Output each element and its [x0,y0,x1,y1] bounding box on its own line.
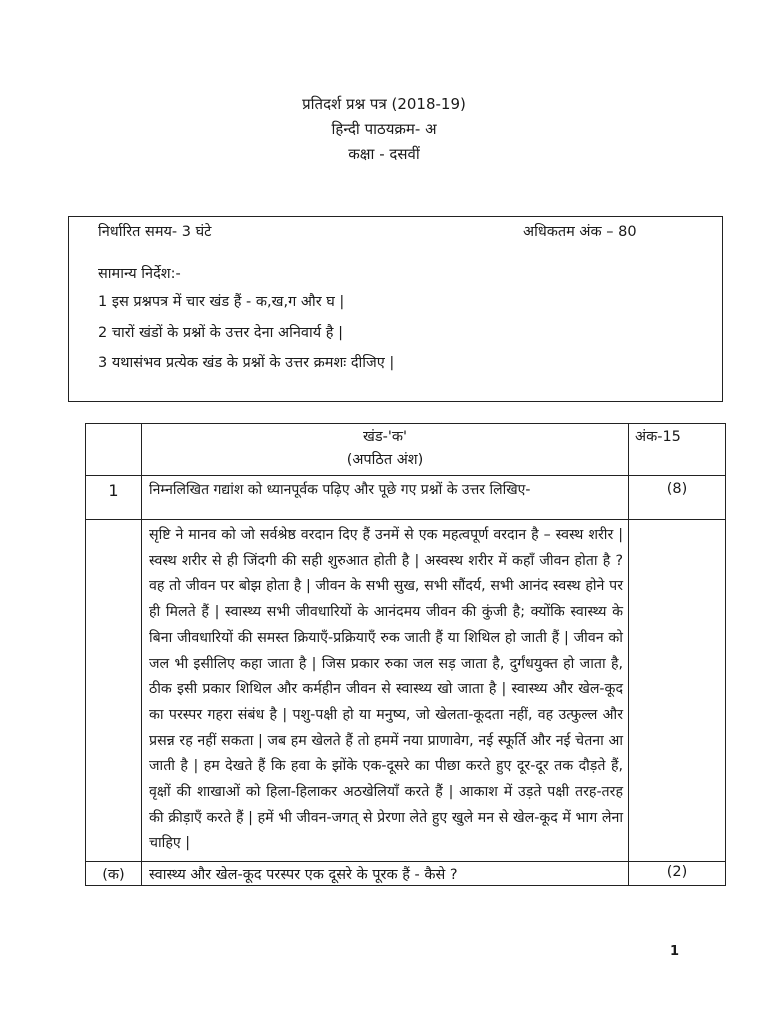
section-title: खंड-'क' [363,429,407,445]
question-text: निम्नलिखित गद्यांश को ध्यानपूर्वक पढ़िए और पूछे गए प्रश्नों के उत्तर लिखिए- [142,476,629,520]
empty-cell [629,520,726,862]
instruction-item: 1 इस प्रश्नपत्र में चार खंड हैं - क,ख,ग और घ | [98,294,345,310]
instruction-item: 3 यथासंभव प्रत्येक खंड के प्रश्नों के उत्तर क्रमशः दीजिए | [98,355,395,371]
question-marks: (8) [629,476,726,520]
paper-header [0,92,768,167]
question-number: 1 [86,476,142,520]
question-row [86,476,726,520]
instruction-item: 2 चारों खंडों के प्रश्नों के उत्तर देना अनिवार्य है | [98,325,343,341]
subquestion-marks: (2) [629,862,726,886]
instructions-box [68,216,723,402]
passage-cell [142,520,629,862]
subquestion-label: (क) [86,862,142,886]
instructions-title: सामान्य निर्देश:- [98,266,181,282]
subquestion-row [86,862,726,886]
max-marks: अधिकतम अंक – 80 [523,224,637,240]
empty-cell [86,520,142,862]
class-line: कक्षा - दसवीं [348,145,420,163]
page-number: 1 [670,944,680,959]
section-subtitle: (अपठित अंश) [346,452,424,468]
section-header-row [86,424,726,476]
section-heading-cell [142,424,629,476]
subquestion-text: स्वास्थ्य और खेल-कूद परस्पर एक दूसरे के पूरक हैं - कैसे ? [142,862,629,886]
section-ka-table [85,423,726,886]
time-allowed: निर्धारित समय- 3 घंटे [98,224,212,240]
passage-text: सृष्टि ने मानव को जो सर्वश्रेष्ठ वरदान दिए हैं उनमें से एक महत्वपूर्ण वरदान है – स्वस्थ शरीर | स्वस्थ शरीर से ही जिंदगी की सही शुरुआत होती है | अस्वस्थ शरीर में कहाँ जीवन होता है ? वह तो जीवन पर बोझ होता है | जीवन के सभी सुख, सभी सौंदर्य, सभी आनंद स्वस्थ होने पर ही मिलते हैं | स्वास्थ्य सभी जीवधारियों के आनंदमय जीवन की कुंजी है; क्योंकि स्वास्थ्य के बिना जीवधारियों की समस्त क्रियाएँ-प्रक्रियाएँ रुक जाती हैं या शिथिल हो जाती हैं | जीवन को जल भी इसीलिए कहा जाता है | जिस प्रकार रुका जल सड़ जाता है, दुर्गंधयुक्त हो जाता है, ठीक इसी प्रकार शिथिल और कर्महीन जीवन से स्वास्थ्य खो जाता है | स्वास्थ्य और खेल-कूद का परस्पर गहरा संबंध है | पशु-पक्षी हो या मनुष्य, जो खेलता-कूदता नहीं, वह उत्फुल्ल और प्रसन्न रह नहीं सकता | जब हम खेलते हैं तो हममें नया प्राणावेग, नई स्फूर्ति और नई चेतना आ जाती है | हम देखते हैं कि हवा के झोंके एक-दूसरे का पीछा करते हुए दूर-दूर तक दौड़ते हैं, वृक्षों की शाखाओं को हिला-हिलाकर अठखेलियाँ करते हैं | आकाश में उड़ते पक्षी तरह-तरह की क्रीड़ाएँ करते हैं | हमें भी जीवन-जगत् से प्रेरणा लेते हुए खुले मन से खेल-कूद में भाग लेना चाहिए | [149,527,623,852]
paper-title: प्रतिदर्श प्रश्न पत्र (2018-19) [302,95,466,113]
passage-row [86,520,726,862]
empty-cell [86,424,142,476]
section-marks: अंक-15 [629,424,726,476]
syllabus-line: हिन्दी पाठयक्रम- अ [331,120,437,138]
